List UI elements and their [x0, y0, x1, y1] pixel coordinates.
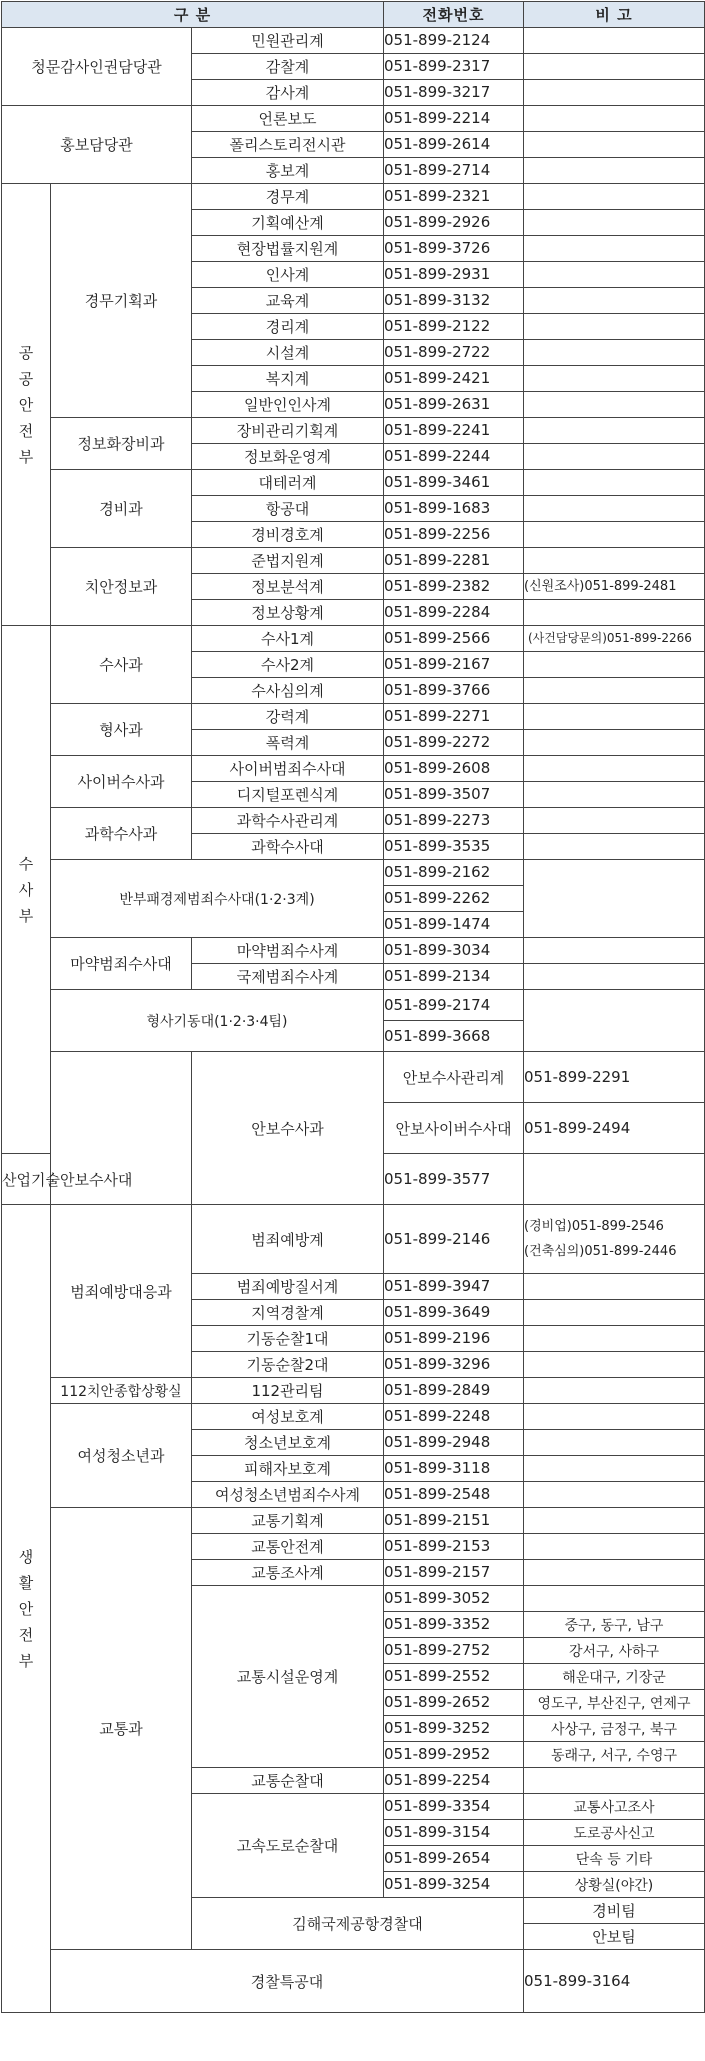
- header-category: 구 분: [2, 2, 384, 28]
- group-label: 홍보담당관: [2, 106, 192, 184]
- dept-label: 수사과: [51, 626, 192, 704]
- note-cell: [524, 392, 705, 418]
- unit-label: 경비경호계: [192, 522, 384, 548]
- phone-number: 051-899-2548: [384, 1482, 524, 1508]
- phone-number: 051-899-2273: [384, 808, 524, 834]
- phone-number: 051-899-3164: [524, 1950, 705, 2013]
- unit-label: 정보화운영계: [192, 444, 384, 470]
- vertical-char: 부: [18, 906, 34, 925]
- phone-number: 051-899-2244: [384, 444, 524, 470]
- table-row: [2, 28, 705, 54]
- unit-label: 사이버범죄수사대: [192, 756, 384, 782]
- unit-label: 교통시설운영계: [192, 1586, 384, 1768]
- unit-label: 경리계: [192, 314, 384, 340]
- unit-label: 강력계: [192, 704, 384, 730]
- phone-number: 051-899-2254: [384, 1768, 524, 1794]
- phone-number: 051-899-2494: [524, 1103, 705, 1154]
- note-cell: [524, 210, 705, 236]
- unit-label: 정보상황계: [192, 600, 384, 626]
- unit-label: 여성보호계: [192, 1404, 384, 1430]
- phone-number: 051-899-2291: [524, 1052, 705, 1103]
- note-cell: [524, 1456, 705, 1482]
- phone-number: 051-899-2654: [384, 1846, 524, 1872]
- phone-directory-table: [1, 1, 705, 2013]
- note-cell: [524, 314, 705, 340]
- phone-number: 051-899-2162: [384, 860, 524, 886]
- table-row: [2, 184, 705, 210]
- group-label-vertical: [2, 184, 51, 626]
- unit-label: 경비팀: [524, 1898, 705, 1924]
- phone-number: 051-899-3947: [384, 1274, 524, 1300]
- note-cell: 동래구, 서구, 수영구: [524, 1742, 705, 1768]
- group-label: 김해국제공항경찰대: [192, 1898, 524, 1950]
- dept-label: 정보화장비과: [51, 418, 192, 470]
- unit-label: 교육계: [192, 288, 384, 314]
- phone-number: 051-899-2722: [384, 340, 524, 366]
- dept-label: 반부패경제범죄수사대(1·2·3계): [51, 860, 384, 938]
- note-cell: [524, 28, 705, 54]
- header-row: [2, 2, 705, 28]
- dept-label: 사이버수사과: [51, 756, 192, 808]
- note-cell: [524, 1430, 705, 1456]
- phone-number: 051-899-2614: [384, 132, 524, 158]
- note-cell: [524, 236, 705, 262]
- note-cell: 영도구, 부산진구, 연제구: [524, 1690, 705, 1716]
- vertical-char: 수: [18, 854, 34, 873]
- unit-label: 교통기획계: [192, 1508, 384, 1534]
- note-cell: [524, 808, 705, 834]
- note-cell: [524, 262, 705, 288]
- vertical-char: 생: [18, 1547, 34, 1566]
- phone-number: 051-899-2849: [384, 1378, 524, 1404]
- group-label: 경찰특공대: [51, 1950, 524, 2013]
- note-cell: [524, 678, 705, 704]
- phone-number: 051-899-3535: [384, 834, 524, 860]
- note-cell: [524, 340, 705, 366]
- unit-label: 민원관리계: [192, 28, 384, 54]
- phone-number: 051-899-3118: [384, 1456, 524, 1482]
- note-cell: [524, 756, 705, 782]
- phone-number: 051-899-2196: [384, 1326, 524, 1352]
- unit-label: 피해자보호계: [192, 1456, 384, 1482]
- unit-label: 국제범죄수사계: [192, 964, 384, 990]
- vertical-char: 전: [18, 421, 34, 440]
- note-cell: [524, 834, 705, 860]
- phone-number: 051-899-2167: [384, 652, 524, 678]
- unit-label: 감사계: [192, 80, 384, 106]
- unit-label: 범죄예방계: [192, 1205, 384, 1274]
- unit-label: 감찰계: [192, 54, 384, 80]
- phone-number: 051-899-2146: [384, 1205, 524, 1274]
- note-cell: [524, 184, 705, 210]
- phone-number: 051-899-3461: [384, 470, 524, 496]
- phone-number: 051-899-2241: [384, 418, 524, 444]
- phone-number: 051-899-1683: [384, 496, 524, 522]
- unit-label: 수사2계: [192, 652, 384, 678]
- unit-label: 기동순찰2대: [192, 1352, 384, 1378]
- phone-number: 051-899-2952: [384, 1742, 524, 1768]
- header-note: 비 고: [524, 2, 705, 28]
- vertical-char: 안: [18, 395, 34, 414]
- vertical-char: 공: [18, 369, 34, 388]
- phone-number: 051-899-3507: [384, 782, 524, 808]
- phone-number: 051-899-2421: [384, 366, 524, 392]
- table-row: [2, 1950, 705, 2013]
- table-row: [2, 1205, 705, 1274]
- table-row: [2, 1052, 705, 1103]
- phone-number: 051-899-3577: [384, 1154, 524, 1205]
- note-cell: [524, 860, 705, 938]
- unit-label: 청소년보호계: [192, 1430, 384, 1456]
- note-cell: [524, 158, 705, 184]
- header-phone: 전화번호: [384, 2, 524, 28]
- dept-label: 안보수사과: [192, 1052, 384, 1205]
- dept-label: 교통과: [51, 1508, 192, 1950]
- phone-number: 051-899-1474: [384, 912, 524, 938]
- table-row: [2, 704, 705, 730]
- group-label-vertical: [2, 1205, 51, 2013]
- note-cell: 교통사고조사: [524, 1794, 705, 1820]
- note-cell: [524, 1205, 705, 1274]
- phone-number: 051-899-2631: [384, 392, 524, 418]
- phone-number: 051-899-2281: [384, 548, 524, 574]
- dept-label: 마약범죄수사대: [51, 938, 192, 990]
- unit-label: 기동순찰1대: [192, 1326, 384, 1352]
- note-cell: [524, 496, 705, 522]
- note-cell: [524, 704, 705, 730]
- unit-label: 일반인인사계: [192, 392, 384, 418]
- vertical-char: 사: [18, 880, 34, 899]
- phone-number: 051-899-2714: [384, 158, 524, 184]
- unit-label: 수사심의계: [192, 678, 384, 704]
- phone-number: 051-899-3254: [384, 1872, 524, 1898]
- unit-label: 폭력계: [192, 730, 384, 756]
- note-cell: 강서구, 사하구: [524, 1638, 705, 1664]
- note-cell: [524, 1534, 705, 1560]
- unit-label: 현장법률지원계: [192, 236, 384, 262]
- note-cell: [524, 470, 705, 496]
- unit-label: 안보사이버수사대: [384, 1103, 524, 1154]
- dept-label: 경무기획과: [51, 184, 192, 418]
- note-cell: [524, 1404, 705, 1430]
- group-label-vertical: [2, 626, 51, 1154]
- vertical-char: 안: [18, 1599, 34, 1618]
- phone-number: 051-899-2272: [384, 730, 524, 756]
- unit-label: 수사1계: [192, 626, 384, 652]
- note-cell: 중구, 동구, 남구: [524, 1612, 705, 1638]
- dept-label: 형사기동대(1·2·3·4팀): [51, 990, 384, 1052]
- note-cell: [524, 1352, 705, 1378]
- note-cell: [524, 548, 705, 574]
- unit-label: 언론보도: [192, 106, 384, 132]
- phone-number: 051-899-2931: [384, 262, 524, 288]
- table-row: [2, 938, 705, 964]
- unit-label: 경무계: [192, 184, 384, 210]
- vertical-char: 공: [18, 343, 34, 362]
- note-cell: [524, 132, 705, 158]
- table-row: [2, 860, 705, 886]
- note-cell: [524, 730, 705, 756]
- unit-label: 교통순찰대: [192, 1768, 384, 1794]
- phone-number: 051-899-2124: [384, 28, 524, 54]
- note-cell: 단속 등 기타: [524, 1846, 705, 1872]
- note-cell: [524, 964, 705, 990]
- group-label: 청문감사인권담당관: [2, 28, 192, 106]
- phone-number: 051-899-3668: [384, 1021, 524, 1052]
- note-cell: [524, 1482, 705, 1508]
- note-cell: [524, 522, 705, 548]
- note-cell: [524, 1768, 705, 1794]
- unit-label: 과학수사관리계: [192, 808, 384, 834]
- phone-number: 051-899-3154: [384, 1820, 524, 1846]
- table-row: [2, 756, 705, 782]
- vertical-char: 활: [18, 1573, 34, 1592]
- unit-label: 인사계: [192, 262, 384, 288]
- unit-label: 복지계: [192, 366, 384, 392]
- note-cell: 도로공사신고: [524, 1820, 705, 1846]
- table-row: [2, 548, 705, 574]
- unit-label: 정보분석계: [192, 574, 384, 600]
- table-row: [2, 990, 705, 1021]
- note-cell: [524, 652, 705, 678]
- note-line: (건축심의)051-899-2446: [524, 1244, 677, 1259]
- note-line: (경비업)051-899-2546: [524, 1219, 664, 1234]
- phone-number: 051-899-3354: [384, 1794, 524, 1820]
- dept-label: 112치안종합상황실: [51, 1378, 192, 1404]
- unit-label: 교통안전계: [192, 1534, 384, 1560]
- unit-label: 기획예산계: [192, 210, 384, 236]
- note-cell: (신원조사)051-899-2481: [524, 574, 705, 600]
- phone-number: 051-899-3726: [384, 236, 524, 262]
- phone-number: 051-899-3352: [384, 1612, 524, 1638]
- note-cell: [524, 1508, 705, 1534]
- dept-label: 범죄예방대응과: [51, 1205, 192, 1378]
- vertical-char: 부: [18, 447, 34, 466]
- phone-number: 051-899-3252: [384, 1716, 524, 1742]
- note-cell: 상황실(야간): [524, 1872, 705, 1898]
- phone-number: 051-899-2157: [384, 1560, 524, 1586]
- note-cell: [524, 1274, 705, 1300]
- phone-number: 051-899-3052: [384, 1586, 524, 1612]
- note-cell: [524, 938, 705, 964]
- phone-number: 051-899-2256: [384, 522, 524, 548]
- phone-number: 051-899-2262: [384, 886, 524, 912]
- unit-label: 홍보계: [192, 158, 384, 184]
- unit-label: 교통조사계: [192, 1560, 384, 1586]
- phone-number: 051-899-3217: [384, 80, 524, 106]
- note-cell: [524, 1586, 705, 1612]
- phone-number: 051-899-2552: [384, 1664, 524, 1690]
- phone-number: 051-899-2122: [384, 314, 524, 340]
- phone-number: 051-899-2271: [384, 704, 524, 730]
- note-cell: [524, 1300, 705, 1326]
- note-cell: [524, 1560, 705, 1586]
- note-cell: 해운대구, 기장군: [524, 1664, 705, 1690]
- unit-label: 항공대: [192, 496, 384, 522]
- phone-number: 051-899-2248: [384, 1404, 524, 1430]
- phone-number: 051-899-3766: [384, 678, 524, 704]
- unit-label: 고속도로순찰대: [192, 1794, 384, 1898]
- phone-number: 051-899-2926: [384, 210, 524, 236]
- phone-number: 051-899-2214: [384, 106, 524, 132]
- phone-number: 051-899-2284: [384, 600, 524, 626]
- note-cell: [524, 1326, 705, 1352]
- table-row: [2, 470, 705, 496]
- phone-number: 051-899-3034: [384, 938, 524, 964]
- dept-label: 여성청소년과: [51, 1404, 192, 1508]
- phone-number: 051-899-2652: [384, 1690, 524, 1716]
- phone-number: 051-899-2321: [384, 184, 524, 210]
- phone-number: 051-899-2174: [384, 990, 524, 1021]
- unit-label: 시설계: [192, 340, 384, 366]
- unit-label: 준법지원계: [192, 548, 384, 574]
- note-cell: [524, 1378, 705, 1404]
- unit-label: 안보팀: [524, 1924, 705, 1950]
- unit-label: 안보수사관리계: [384, 1052, 524, 1103]
- phone-number: 051-899-2752: [384, 1638, 524, 1664]
- note-cell: 사상구, 금정구, 북구: [524, 1716, 705, 1742]
- unit-label: 범죄예방질서계: [192, 1274, 384, 1300]
- unit-label: 폴리스토리전시관: [192, 132, 384, 158]
- dept-label: 과학수사과: [51, 808, 192, 860]
- unit-label: 산업기술안보수사대: [2, 1154, 51, 1205]
- note-cell: [524, 106, 705, 132]
- note-cell: (사건담당문의)051-899-2266: [524, 626, 705, 652]
- note-cell: [524, 418, 705, 444]
- note-cell: [524, 600, 705, 626]
- note-cell: [524, 80, 705, 106]
- phone-number: 051-899-2566: [384, 626, 524, 652]
- unit-label: 대테러계: [192, 470, 384, 496]
- dept-label: 치안정보과: [51, 548, 192, 626]
- dept-label: 경비과: [51, 470, 192, 548]
- table-row: [2, 1404, 705, 1430]
- unit-label: 지역경찰계: [192, 1300, 384, 1326]
- phone-number: 051-899-2948: [384, 1430, 524, 1456]
- phone-number: 051-899-2151: [384, 1508, 524, 1534]
- phone-number: 051-899-2317: [384, 54, 524, 80]
- table-row: [2, 1508, 705, 1534]
- phone-number: 051-899-2382: [384, 574, 524, 600]
- note-cell: [524, 288, 705, 314]
- unit-label: 여성청소년범죄수사계: [192, 1482, 384, 1508]
- phone-number: 051-899-2153: [384, 1534, 524, 1560]
- unit-label: 과학수사대: [192, 834, 384, 860]
- phone-number: 051-899-3132: [384, 288, 524, 314]
- table-row: [2, 1378, 705, 1404]
- phone-number: 051-899-3649: [384, 1300, 524, 1326]
- note-cell: [524, 54, 705, 80]
- table-row: [2, 808, 705, 834]
- note-cell: [524, 366, 705, 392]
- vertical-char: 전: [18, 1625, 34, 1644]
- unit-label: 112관리팀: [192, 1378, 384, 1404]
- note-cell: [524, 990, 705, 1052]
- table-row: [2, 418, 705, 444]
- phone-number: 051-899-2134: [384, 964, 524, 990]
- dept-label: 형사과: [51, 704, 192, 756]
- vertical-char: 부: [18, 1651, 34, 1670]
- table-row: [2, 106, 705, 132]
- note-cell: [524, 1154, 705, 1205]
- phone-number: 051-899-3296: [384, 1352, 524, 1378]
- unit-label: 장비관리기획계: [192, 418, 384, 444]
- unit-label: 마약범죄수사계: [192, 938, 384, 964]
- phone-number: 051-899-2608: [384, 756, 524, 782]
- note-cell: [524, 444, 705, 470]
- table-row: [2, 626, 705, 652]
- note-cell: [524, 782, 705, 808]
- unit-label: 디지털포렌식계: [192, 782, 384, 808]
